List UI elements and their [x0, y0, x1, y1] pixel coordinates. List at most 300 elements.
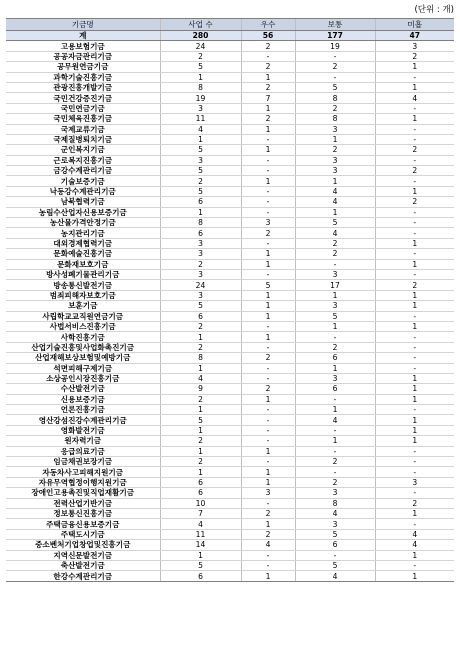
table-row [6, 218, 454, 228]
excellent-cell: 2 [241, 114, 295, 124]
normal-cell: 4 [295, 197, 375, 207]
insufficient-cell: - [375, 72, 454, 82]
insufficient-cell: - [375, 249, 454, 259]
excellent-cell: - [241, 238, 295, 248]
project-count-cell: 5 [160, 301, 241, 311]
normal-cell: 1 [295, 290, 375, 300]
project-count-cell: 10 [160, 498, 241, 508]
normal-cell: 3 [295, 124, 375, 134]
project-count-cell: 24 [160, 41, 241, 51]
normal-cell: 8 [295, 498, 375, 508]
fund-name-cell: 석면피해구제기금 [6, 363, 160, 373]
insufficient-cell: 2 [375, 145, 454, 155]
normal-cell: 3 [295, 519, 375, 529]
project-count-cell: 2 [160, 51, 241, 61]
fund-name-cell: 농림수산업자신용보증기금 [6, 207, 160, 217]
normal-cell: 2 [295, 238, 375, 248]
table-row [6, 405, 454, 415]
excellent-cell: 3 [241, 218, 295, 228]
excellent-cell: 1 [241, 332, 295, 342]
fund-name-cell: 국민체육진흥기금 [6, 114, 160, 124]
normal-cell: 2 [295, 342, 375, 352]
project-count-cell: 24 [160, 280, 241, 290]
table-row [6, 207, 454, 217]
fund-name-cell: 전력산업기반기금 [6, 498, 160, 508]
excellent-cell: - [241, 197, 295, 207]
project-count-cell: 4 [160, 373, 241, 383]
excellent-cell: 1 [241, 124, 295, 134]
normal-cell: 2 [295, 145, 375, 155]
fund-name-cell: 언론진흥기금 [6, 405, 160, 415]
table-row [6, 301, 454, 311]
fund-name-cell: 자유무역협정이행지원기금 [6, 477, 160, 487]
insufficient-cell: - [375, 405, 454, 415]
table-row [6, 238, 454, 248]
normal-cell: - [295, 72, 375, 82]
excellent-cell: 1 [241, 176, 295, 186]
fund-name-cell: 사립학교교직원연금기금 [6, 311, 160, 321]
table-row [6, 249, 454, 259]
insufficient-cell: 1 [375, 571, 454, 581]
project-count-cell: 1 [160, 332, 241, 342]
table-row [6, 425, 454, 435]
excellent-cell: 1 [241, 519, 295, 529]
project-count-cell: 8 [160, 218, 241, 228]
insufficient-cell: 1 [375, 384, 454, 394]
insufficient-cell: 2 [375, 498, 454, 508]
header-normal: 보통 [295, 19, 375, 31]
excellent-cell: - [241, 436, 295, 446]
fund-name-cell: 공무원연금기금 [6, 62, 160, 72]
fund-name-cell: 원자력기금 [6, 436, 160, 446]
normal-cell: 4 [295, 415, 375, 425]
table-row [6, 62, 454, 72]
insufficient-cell: 3 [375, 41, 454, 51]
excellent-cell: - [241, 166, 295, 176]
excellent-cell: - [241, 405, 295, 415]
excellent-cell: 1 [241, 301, 295, 311]
table-row [6, 373, 454, 383]
fund-name-cell: 범죄피해자보호기금 [6, 290, 160, 300]
table-row [6, 457, 454, 467]
normal-cell: 1 [295, 134, 375, 144]
normal-cell: 3 [295, 269, 375, 279]
normal-cell: 5 [295, 529, 375, 539]
fund-name-cell: 근로복지진흥기금 [6, 155, 160, 165]
excellent-cell: 1 [241, 446, 295, 456]
excellent-cell: 1 [241, 394, 295, 404]
insufficient-cell: - [375, 457, 454, 467]
excellent-cell: 1 [241, 259, 295, 269]
insufficient-cell: - [375, 342, 454, 352]
excellent-cell: 2 [241, 529, 295, 539]
normal-cell: 5 [295, 311, 375, 321]
table-row [6, 51, 454, 61]
project-count-cell: 1 [160, 467, 241, 477]
insufficient-cell: 1 [375, 238, 454, 248]
excellent-cell: - [241, 415, 295, 425]
header-insufficient: 미흡 [375, 19, 454, 31]
insufficient-cell: 1 [375, 301, 454, 311]
normal-cell: 2 [295, 62, 375, 72]
fund-name-cell: 남북협력기금 [6, 197, 160, 207]
table-row [6, 519, 454, 529]
normal-cell: 6 [295, 353, 375, 363]
normal-cell: 5 [295, 82, 375, 92]
fund-name-cell: 국민연금기금 [6, 103, 160, 113]
table-row [6, 436, 454, 446]
fund-name-cell: 영산강섬진강수계관리기금 [6, 415, 160, 425]
table-row [6, 134, 454, 144]
table-row [6, 155, 454, 165]
normal-cell: 8 [295, 93, 375, 103]
project-count-cell: 1 [160, 405, 241, 415]
project-count-cell: 5 [160, 62, 241, 72]
project-count-cell: 2 [160, 176, 241, 186]
project-count-cell: 8 [160, 82, 241, 92]
table-row [6, 124, 454, 134]
insufficient-cell: 3 [375, 477, 454, 487]
insufficient-cell: 2 [375, 280, 454, 290]
insufficient-cell: - [375, 446, 454, 456]
project-count-cell: 6 [160, 228, 241, 238]
excellent-cell: - [241, 425, 295, 435]
table-row [6, 228, 454, 238]
excellent-cell: 1 [241, 477, 295, 487]
project-count-cell: 2 [160, 259, 241, 269]
project-count-cell: 3 [160, 238, 241, 248]
project-count-cell: 2 [160, 457, 241, 467]
project-count-cell: 3 [160, 155, 241, 165]
normal-cell: 5 [295, 218, 375, 228]
fund-name-cell: 한강수계관리기금 [6, 571, 160, 581]
fund-name-cell: 기술보증기금 [6, 176, 160, 186]
normal-cell: 2 [295, 103, 375, 113]
fund-name-cell: 국제교류기금 [6, 124, 160, 134]
normal-cell: 2 [295, 249, 375, 259]
normal-cell: 19 [295, 41, 375, 51]
project-count-cell: 1 [160, 446, 241, 456]
normal-cell: - [295, 425, 375, 435]
insufficient-cell: - [375, 353, 454, 363]
insufficient-cell: - [375, 269, 454, 279]
table-row [6, 498, 454, 508]
insufficient-cell: - [375, 134, 454, 144]
excellent-cell: 2 [241, 228, 295, 238]
excellent-cell: 1 [241, 103, 295, 113]
insufficient-cell: - [375, 467, 454, 477]
excellent-cell: 1 [241, 571, 295, 581]
normal-cell: 3 [295, 155, 375, 165]
excellent-cell: 4 [241, 540, 295, 550]
fund-name-cell: 방사성폐기물관리기금 [6, 269, 160, 279]
project-count-cell: 14 [160, 540, 241, 550]
table-row [6, 259, 454, 269]
fund-name-cell: 문화재보호기금 [6, 259, 160, 269]
project-count-cell: 11 [160, 529, 241, 539]
project-count-cell: 5 [160, 560, 241, 570]
excellent-cell: - [241, 51, 295, 61]
excellent-cell: 2 [241, 41, 295, 51]
normal-cell: 1 [295, 405, 375, 415]
normal-cell: 17 [295, 280, 375, 290]
fund-name-cell: 방송통신발전기금 [6, 280, 160, 290]
insufficient-cell: - [375, 363, 454, 373]
excellent-cell: - [241, 269, 295, 279]
normal-cell: 3 [295, 373, 375, 383]
table-row [6, 550, 454, 560]
normal-cell: 5 [295, 560, 375, 570]
fund-name-cell: 과학기술진흥기금 [6, 72, 160, 82]
table-row [6, 269, 454, 279]
project-count-cell: 6 [160, 197, 241, 207]
project-count-cell: 1 [160, 134, 241, 144]
header-row [6, 19, 454, 31]
insufficient-cell: 1 [375, 394, 454, 404]
project-count-cell: 3 [160, 103, 241, 113]
insufficient-cell: 1 [375, 550, 454, 560]
insufficient-cell: 4 [375, 540, 454, 550]
project-count-cell: 7 [160, 508, 241, 518]
project-count-cell: 19 [160, 93, 241, 103]
normal-cell: 3 [295, 166, 375, 176]
insufficient-cell: - [375, 218, 454, 228]
excellent-cell: 5 [241, 280, 295, 290]
insufficient-cell: - [375, 332, 454, 342]
table-row [6, 176, 454, 186]
table-row [6, 384, 454, 394]
fund-name-cell: 임금채권보장기금 [6, 457, 160, 467]
table-row [6, 280, 454, 290]
fund-name-cell: 관광진흥개발기금 [6, 82, 160, 92]
table-row [6, 477, 454, 487]
fund-name-cell: 공공자금관리기금 [6, 51, 160, 61]
normal-cell: - [295, 51, 375, 61]
total-row [6, 31, 454, 41]
insufficient-cell: - [375, 124, 454, 134]
fund-name-cell: 응급의료기금 [6, 446, 160, 456]
table-row [6, 529, 454, 539]
project-count-cell: 3 [160, 290, 241, 300]
header-fund-name: 기금명 [6, 19, 160, 31]
insufficient-cell: 1 [375, 321, 454, 331]
excellent-cell: 2 [241, 353, 295, 363]
excellent-cell: - [241, 342, 295, 352]
normal-cell: 2 [295, 477, 375, 487]
normal-cell: 6 [295, 384, 375, 394]
excellent-cell: 2 [241, 384, 295, 394]
fund-name-cell: 산업기술진흥및사업화촉진기금 [6, 342, 160, 352]
insufficient-cell: 1 [375, 82, 454, 92]
excellent-cell: - [241, 207, 295, 217]
project-count-cell: 3 [160, 269, 241, 279]
unit-note: (단위 : 개) [414, 5, 454, 15]
excellent-cell: - [241, 498, 295, 508]
excellent-cell: - [241, 550, 295, 560]
fund-name-cell: 금강수계관리기금 [6, 166, 160, 176]
fund-name-cell: 축산발전기금 [6, 560, 160, 570]
table-row [6, 103, 454, 113]
project-count-cell: 2 [160, 342, 241, 352]
insufficient-cell: 1 [375, 508, 454, 518]
insufficient-cell: 1 [375, 186, 454, 196]
normal-cell: 6 [295, 540, 375, 550]
normal-cell: 8 [295, 114, 375, 124]
fund-name-cell: 주택금융신용보증기금 [6, 519, 160, 529]
insufficient-cell: 1 [375, 436, 454, 446]
excellent-cell: - [241, 457, 295, 467]
fund-name-cell: 농지관리기금 [6, 228, 160, 238]
insufficient-cell: - [375, 560, 454, 570]
normal-cell: 2 [295, 457, 375, 467]
insufficient-cell: - [375, 155, 454, 165]
fund-name-cell: 대외경제협력기금 [6, 238, 160, 248]
fund-name-cell: 군인복지기금 [6, 145, 160, 155]
table-row [6, 290, 454, 300]
project-count-cell: 6 [160, 571, 241, 581]
project-count-cell: 5 [160, 186, 241, 196]
table-row [6, 82, 454, 92]
fund-name-cell: 신용보증기금 [6, 394, 160, 404]
fund-name-cell: 지역신문발전기금 [6, 550, 160, 560]
project-count-cell: 1 [160, 207, 241, 217]
table-row [6, 488, 454, 498]
fund-name-cell: 자동차사고피해지원기금 [6, 467, 160, 477]
project-count-cell: 5 [160, 145, 241, 155]
normal-cell: 3 [295, 301, 375, 311]
header-project-count: 사업 수 [160, 19, 241, 31]
project-count-cell: 4 [160, 124, 241, 134]
fund-name-cell: 낙동강수계관리기금 [6, 186, 160, 196]
table-row [6, 342, 454, 352]
project-count-cell: 11 [160, 114, 241, 124]
table-row [6, 93, 454, 103]
normal-cell: 1 [295, 436, 375, 446]
normal-cell: 3 [295, 488, 375, 498]
insufficient-cell: 1 [375, 290, 454, 300]
project-count-cell: 1 [160, 550, 241, 560]
project-count-cell: 8 [160, 353, 241, 363]
project-count-cell: 2 [160, 394, 241, 404]
normal-cell: 1 [295, 207, 375, 217]
fund-name-cell: 농산물가격안정기금 [6, 218, 160, 228]
table-row [6, 415, 454, 425]
excellent-cell: - [241, 363, 295, 373]
table-row [6, 467, 454, 477]
normal-cell: 1 [295, 176, 375, 186]
excellent-cell: 1 [241, 72, 295, 82]
total-label: 계 [6, 31, 160, 41]
fund-name-cell: 국민건강증진기금 [6, 93, 160, 103]
table-row [6, 114, 454, 124]
normal-cell: - [295, 332, 375, 342]
normal-cell: - [295, 467, 375, 477]
fund-name-cell: 국제질병퇴치기금 [6, 134, 160, 144]
normal-cell: 1 [295, 363, 375, 373]
insufficient-cell: - [375, 519, 454, 529]
table-row [6, 332, 454, 342]
project-count-cell: 6 [160, 488, 241, 498]
header-excellent: 우수 [241, 19, 295, 31]
project-count-cell: 6 [160, 477, 241, 487]
total-project-count: 280 [160, 31, 241, 41]
excellent-cell: 1 [241, 467, 295, 477]
insufficient-cell: 1 [375, 259, 454, 269]
fund-name-cell: 사학진흥기금 [6, 332, 160, 342]
insufficient-cell: - [375, 228, 454, 238]
fund-name-cell: 문화예술진흥기금 [6, 249, 160, 259]
table-row [6, 363, 454, 373]
fund-name-cell: 중소벤처기업창업및진흥기금 [6, 540, 160, 550]
fund-name-cell: 주택도시기금 [6, 529, 160, 539]
insufficient-cell: 2 [375, 166, 454, 176]
project-count-cell: 9 [160, 384, 241, 394]
normal-cell: 4 [295, 508, 375, 518]
table-body [6, 41, 454, 581]
project-count-cell: 2 [160, 436, 241, 446]
excellent-cell: - [241, 560, 295, 570]
fund-name-cell: 고용보험기금 [6, 41, 160, 51]
fund-name-cell: 소상공인시장진흥기금 [6, 373, 160, 383]
excellent-cell: 3 [241, 488, 295, 498]
project-count-cell: 5 [160, 166, 241, 176]
table-row [6, 72, 454, 82]
excellent-cell: - [241, 134, 295, 144]
excellent-cell: 1 [241, 290, 295, 300]
excellent-cell: 7 [241, 93, 295, 103]
normal-cell: 4 [295, 571, 375, 581]
excellent-cell: 1 [241, 249, 295, 259]
table-row [6, 311, 454, 321]
fund-name-cell: 사법서비스진흥기금 [6, 321, 160, 331]
project-count-cell: 1 [160, 363, 241, 373]
normal-cell: 1 [295, 321, 375, 331]
total-normal: 177 [295, 31, 375, 41]
fund-evaluation-table [6, 18, 454, 582]
excellent-cell: - [241, 155, 295, 165]
fund-name-cell: 정보통신진흥기금 [6, 508, 160, 518]
total-insufficient: 47 [375, 31, 454, 41]
insufficient-cell: - [375, 103, 454, 113]
excellent-cell: 2 [241, 62, 295, 72]
table-row [6, 540, 454, 550]
excellent-cell: 2 [241, 508, 295, 518]
table-row [6, 353, 454, 363]
table-row [6, 394, 454, 404]
table-row [6, 166, 454, 176]
table-row [6, 145, 454, 155]
insufficient-cell: - [375, 176, 454, 186]
insufficient-cell: 4 [375, 93, 454, 103]
project-count-cell: 5 [160, 415, 241, 425]
excellent-cell: - [241, 321, 295, 331]
excellent-cell: 1 [241, 311, 295, 321]
excellent-cell: 1 [241, 145, 295, 155]
insufficient-cell: 4 [375, 529, 454, 539]
table-row [6, 446, 454, 456]
insufficient-cell: 1 [375, 415, 454, 425]
table-row [6, 186, 454, 196]
project-count-cell: 6 [160, 311, 241, 321]
normal-cell: 4 [295, 228, 375, 238]
excellent-cell: - [241, 186, 295, 196]
excellent-cell: 2 [241, 82, 295, 92]
fund-name-cell: 보훈기금 [6, 301, 160, 311]
table-row [6, 560, 454, 570]
project-count-cell: 1 [160, 72, 241, 82]
insufficient-cell: - [375, 311, 454, 321]
table-row [6, 321, 454, 331]
